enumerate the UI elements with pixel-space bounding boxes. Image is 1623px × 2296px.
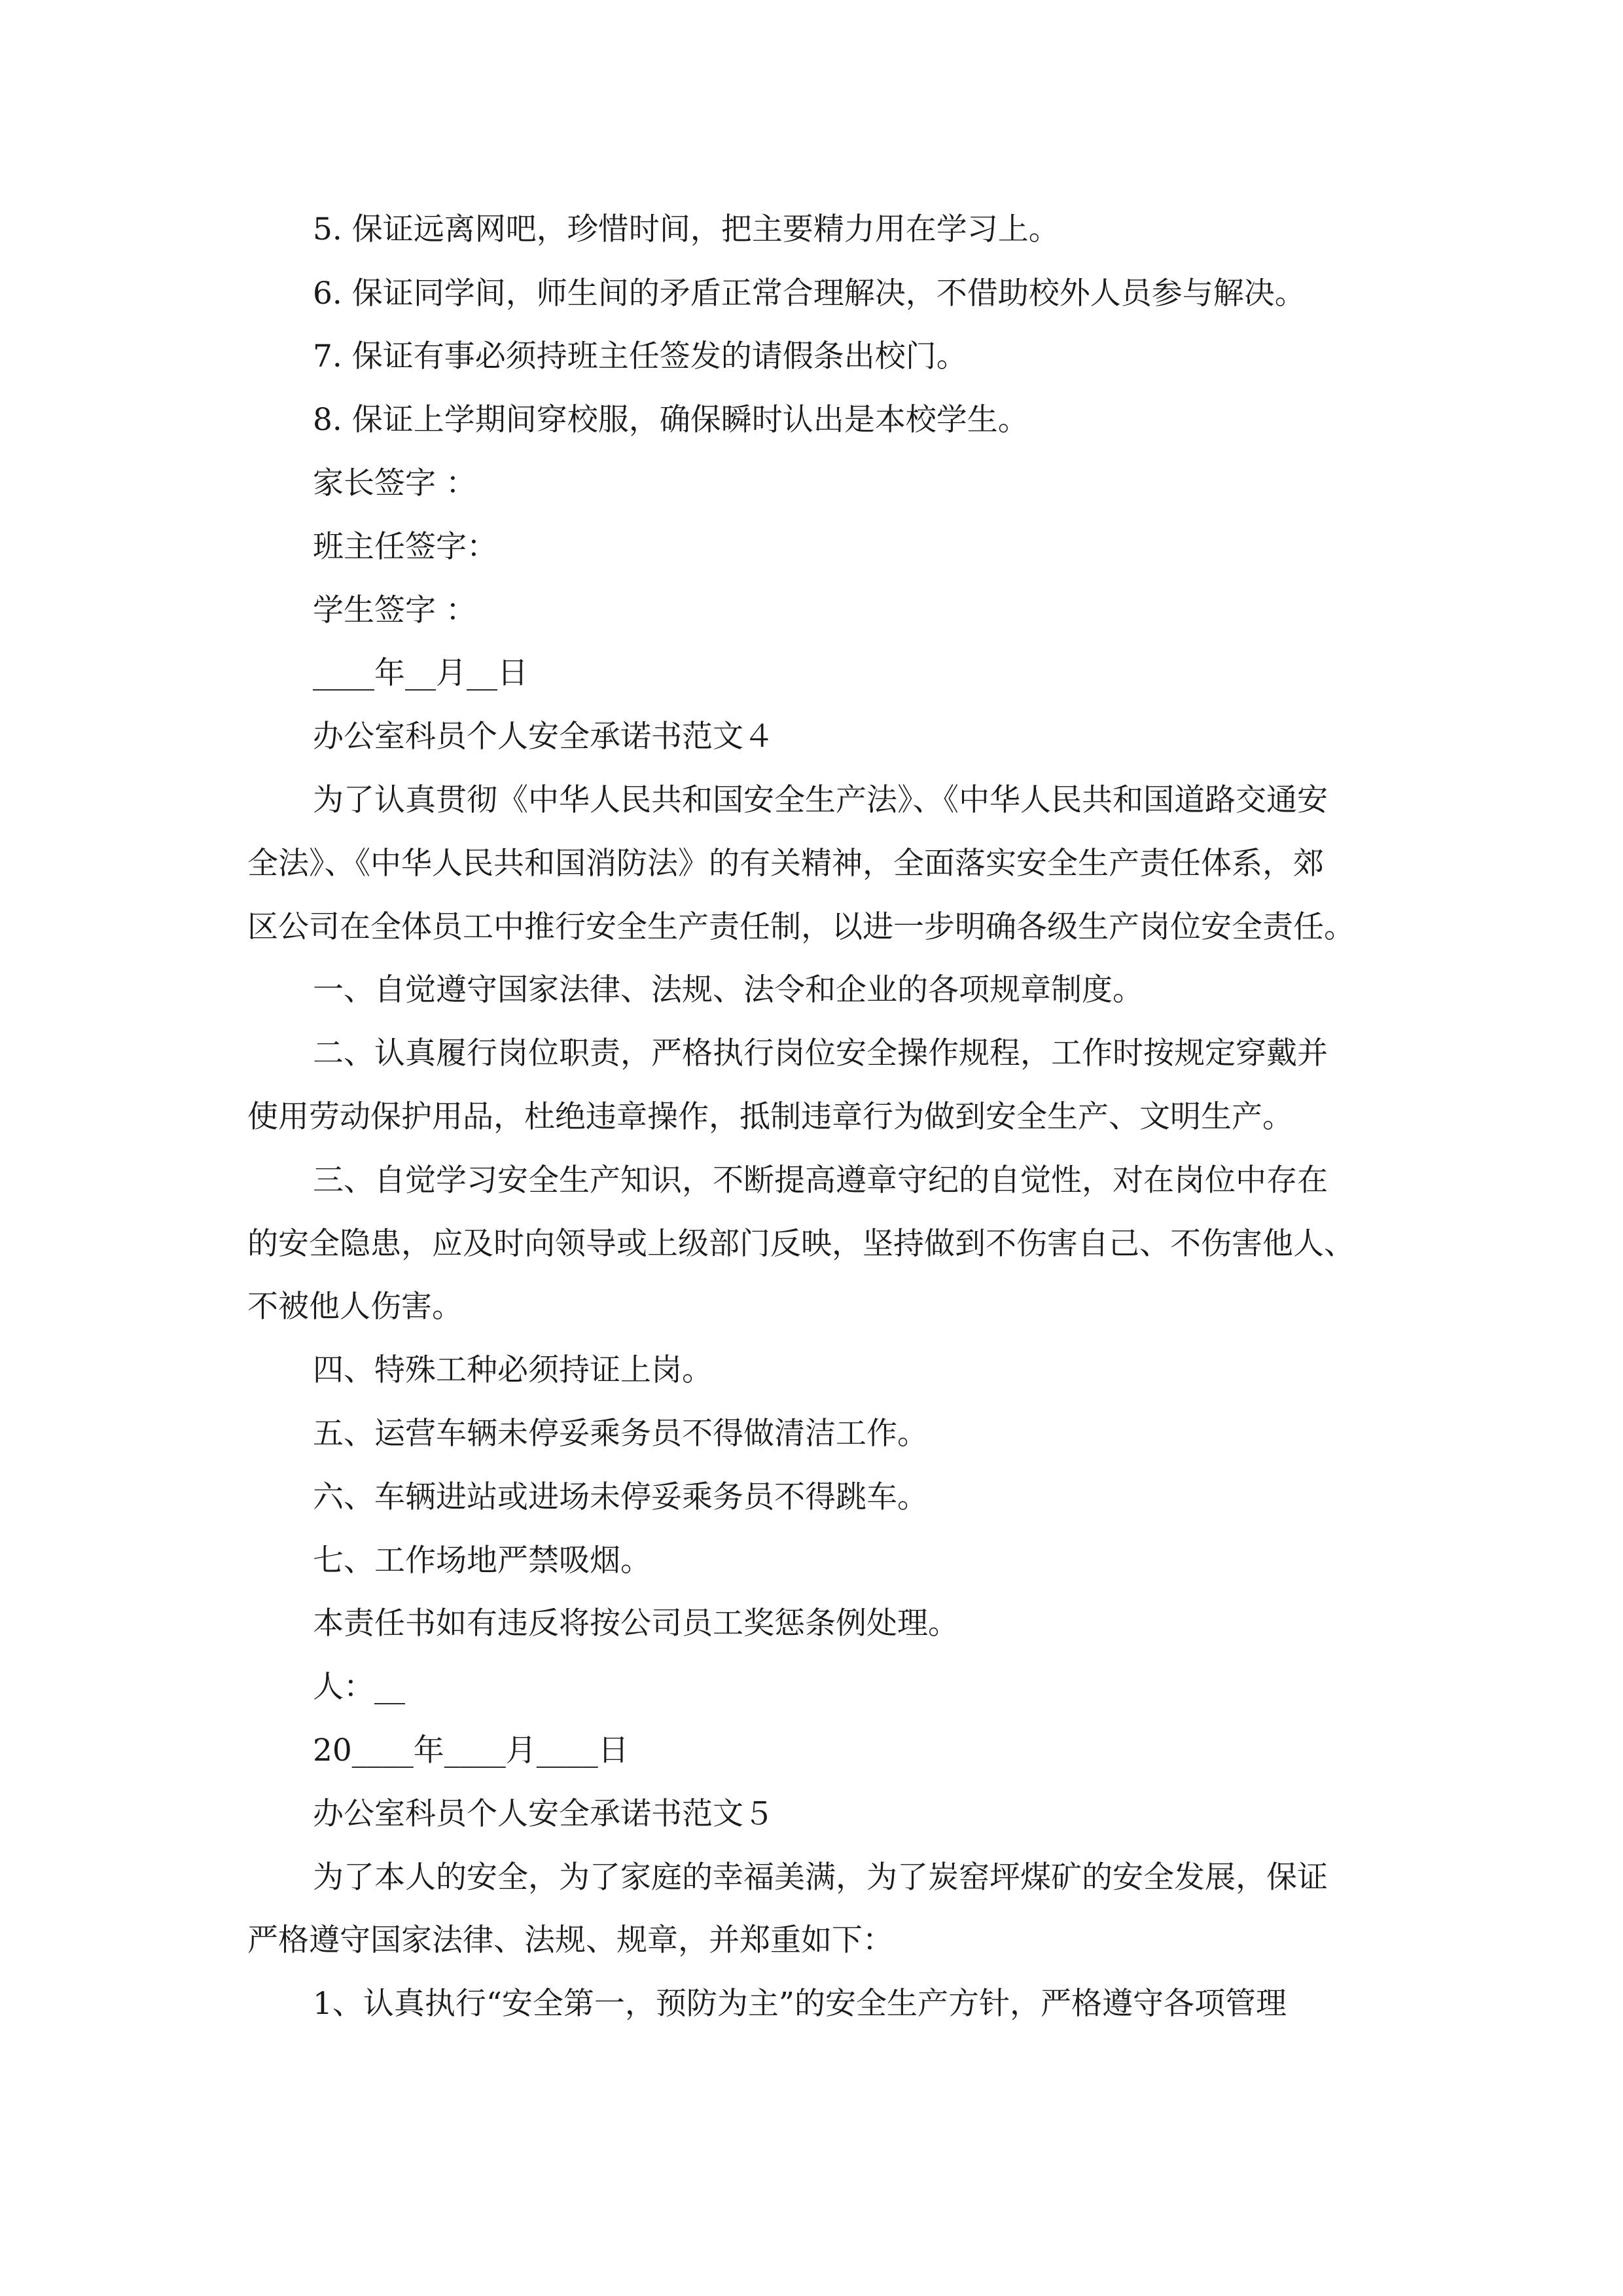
pledge-item-7: 7. 保证有事必须持班主任签发的请假条出校门。 [313,338,967,374]
parent-signature: 家长签字 ： [313,465,476,501]
paragraph-line: 为了本人的安全，为了家庭的幸福美满，为了炭窑坪煤矿的安全发展，保证 [313,1859,1328,1895]
student-signature: 学生签字 ： [313,592,476,628]
teacher-signature: 班主任签字： [313,529,497,565]
commitment-item-1: 1、认真执行“安全第一，预防为主”的安全生产方针，严格遵守各项管理 [313,1986,1287,2022]
paragraph-line: 使用劳动保护用品，杜绝违章操作，抵制违章行为做到安全生产、文明生产。 [247,1099,1293,1135]
pledge-item-6: 6. 保证同学间，师生间的矛盾正常合理解决，不借助校外人员参与解决。 [313,276,1306,312]
clause-3: 三、自觉学习安全生产知识，不断提高遵章守纪的自觉性，对在岗位中存在 [313,1162,1328,1198]
paragraph-line: 区公司在全体员工中推行安全生产责任制，以进一步明确各级生产岗位安全责任。 [247,909,1355,945]
clause-2: 二、认真履行岗位职责，严格执行岗位安全操作规程，工作时按规定穿戴并 [313,1035,1328,1071]
signer-line: 人：__ [313,1669,405,1705]
pledge-item-8: 8. 保证上学期间穿校服，确保瞬时认出是本校学生。 [313,402,1029,438]
date-line: ____年__月__日 [313,655,528,691]
paragraph-line: 的安全隐患，应及时向领导或上级部门反映，坚持做到不伤害自己、不伤害他人、 [247,1226,1355,1262]
closing-note: 本责任书如有违反将按公司员工奖惩条例处理。 [313,1605,959,1641]
paragraph-line: 严格遵守国家法律、法规、规章，并郑重如下： [247,1922,893,1958]
paragraph-line: 全法》、《中华人民共和国消防法》的有关精神，全面落实安全生产责任体系，郊 [247,846,1324,882]
clause-6: 六、车辆进站或进场未停妥乘务员不得跳车。 [313,1479,928,1515]
paragraph-line: 为了认真贯彻《中华人民共和国安全生产法》、《中华人民共和国道路交通安 [313,782,1328,818]
pledge-item-5: 5. 保证远离网吧，珍惜时间，把主要精力用在学习上。 [313,211,1060,247]
clause-1: 一、自觉遵守国家法律、法规、法令和企业的各项规章制度。 [313,972,1143,1008]
clause-4: 四、特殊工种必须持证上岗。 [313,1352,713,1388]
paragraph-line: 不被他人伤害。 [247,1289,463,1325]
section-heading-4: 办公室科员个人安全承诺书范文４ [313,719,774,755]
date-line: 20____年____月____日 [313,1732,629,1768]
clause-5: 五、运营车辆未停妥乘务员不得做清洁工作。 [313,1416,928,1452]
section-heading-5: 办公室科员个人安全承诺书范文５ [313,1796,774,1832]
clause-7: 七、工作场地严禁吸烟。 [313,1543,651,1579]
